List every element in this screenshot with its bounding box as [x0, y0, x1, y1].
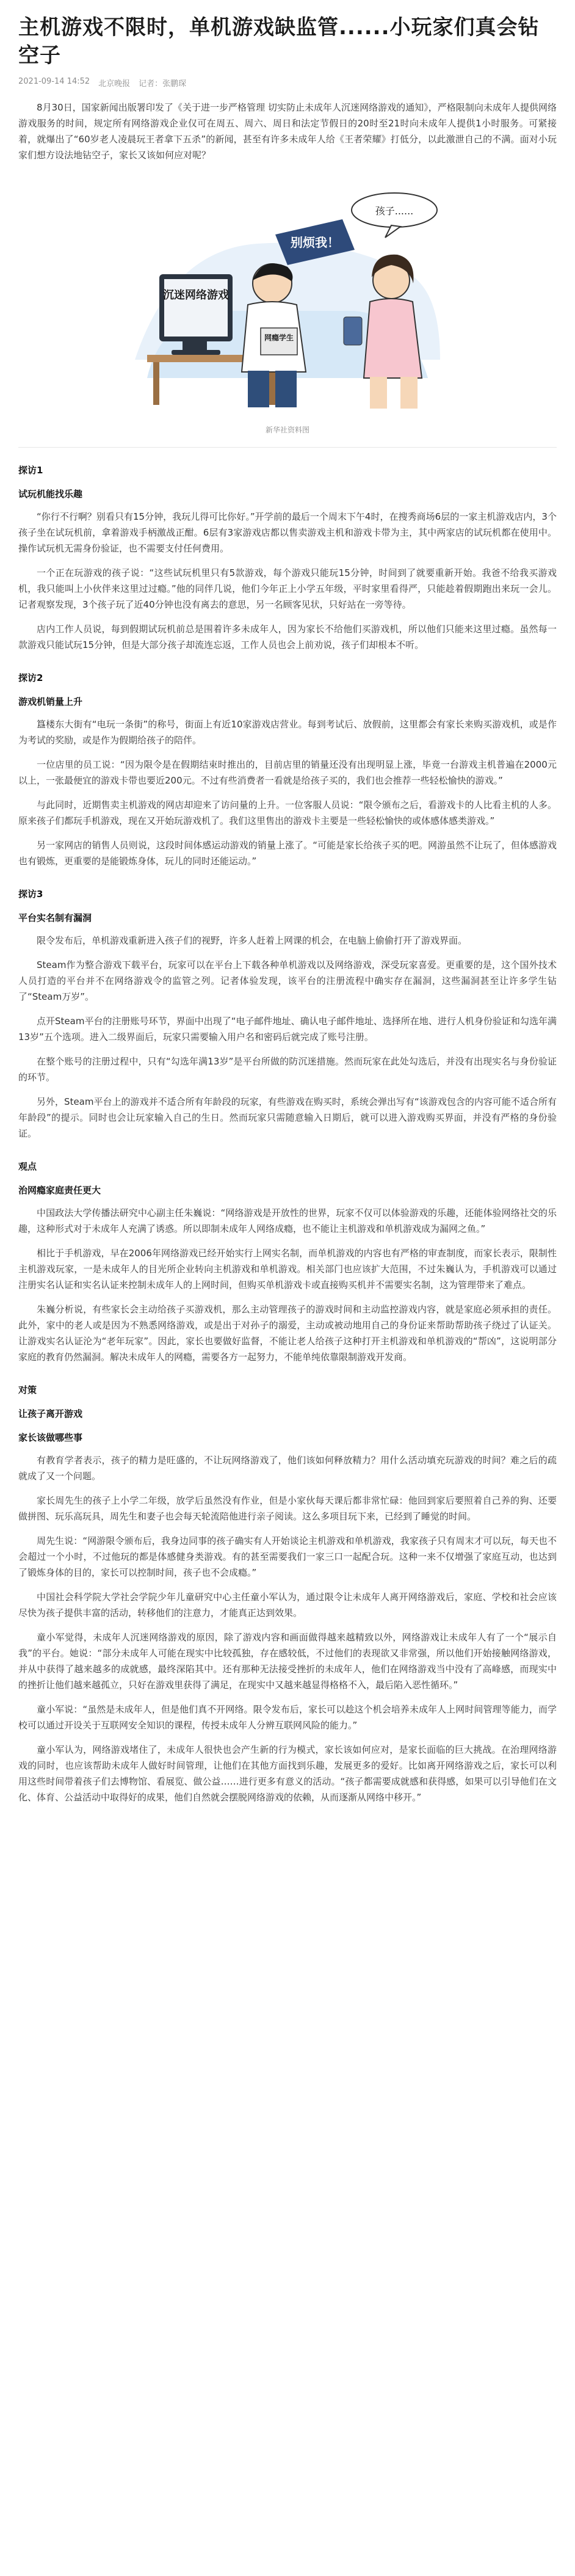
- paragraph: 店内工作人员说，每到假期试玩机前总是围着许多未成年人，因为家长不给他们买游戏机，所以他们只能来这里过瘾。虽然每一款游戏只能试玩15分钟，但是大部分孩子却流连忘返，工作人员也会上前劝说，孩子们却根本不听。: [18, 624, 557, 650]
- image-caption: 新华社资料图: [265, 426, 309, 434]
- section-viewpoint: [18, 1144, 557, 1367]
- svg-text:别烦我！: [291, 235, 339, 250]
- paragraph: 一个正在玩游戏的孩子说：“这些试玩机里只有5款游戏，每个游戏只能玩15分钟，时间到了就要重新开始。我爸不给我买游戏机，我只能叫上小伙伴来这里过过瘾。”他的同伴几说，他们今年正上小学五年级，平时家里看得严，只能趁着假期跑出来玩一会儿。记者观察发现，3个孩子玩了近40分钟也没有离去的意思，另一名顾客见状，只好站在一旁等待。: [18, 567, 557, 610]
- section-subheading: 试玩机能找乐趣: [18, 489, 83, 500]
- paragraph: 朱巍分析说，有些家长会主动给孩子买游戏机，那么主动管理孩子的游戏时间和主动监控游戏内容，就是家庭必须承担的责任。此外，家中的老人或是因为不熟悉网络游戏，或是出于对孙子的溺爱，主动或被动地用自己的身份证来帮助帮助孩子绕过了认证关。让游戏实名认证沦为“老年玩家”。因此，家长也要做好监督，不能让老人给孩子这种打开主机游戏和单机游戏的“帮凶”，这说明部分家庭的教育仍然漏洞。解决未成年人的网瘾，需要各方一起努力，不能单纯依靠限制游戏开发商。: [18, 1304, 557, 1363]
- article-title: 主机游戏不限时，单机游戏缺监管......小玩家们真会钻空子: [18, 15, 540, 68]
- paragraph: 在整个账号的注册过程中，只有“勾选年满13岁”是平台所做的防沉迷措施。然而玩家在此处勾选后，并没有出现实名与身份验证的环节。: [18, 1056, 557, 1083]
- cartoon-illustration: [123, 176, 452, 421]
- paragraph: Steam作为整合游戏下载平台，玩家可以在平台上下载各种单机游戏以及网络游戏，深受玩家喜爱。更重要的是，这个国外技术人员打造的平台并不在网络游戏令的监管之列。记者体验发现，该平台的注册流程中确实存在漏洞，这些漏洞甚至让许多学生钻了“Steam万岁”。: [18, 959, 557, 1002]
- paragraph: 与此同时，近期售卖主机游戏的网店却迎来了访问量的上升。一位客服人员说：“限令颁布之后，看游戏卡的人比看主机的人多。原来孩子们都玩手机游戏，现在又开始玩游戏机了。我们这里售出的游戏卡主要是一些轻松愉快的或体感体感类游戏。”: [18, 799, 557, 826]
- paragraph: 童小军说：“虽然是未成年人，但是他们真不开网络。限令发布后，家长可以趁这个机会培养未成年人上网时间管理等能力，而学校可以通过开设关于互联网安全知识的课程，传授未成年人分辨互联网风险的能力。”: [18, 1704, 557, 1731]
- paragraph: 有教育学者表示，孩子的精力是旺盛的，不让玩网络游戏了，他们该如何释放精力？用什么活动填充玩游戏的时间？难之后的疏就成了又一个问题。: [18, 1455, 557, 1482]
- section-heading: 观点: [18, 1161, 37, 1172]
- paragraph: “你行不行啊？别看只有15分钟，我玩儿得可比你好。”开学前的最后一个周末下午4时，在搜秀商场6层的一家主机游戏店内，3个孩子坐在试玩机前，拿着游戏手柄激战正酣。6层有3家游戏店都以售卖游戏主机和游戏卡带为主，其中两家店的试玩机都在使用中。操作试玩机无需身份验证，也不需要支付任何费用。: [18, 511, 557, 554]
- paragraph: 点开Steam平台的注册账号环节，界面中出现了“电子邮件地址、确认电子邮件地址、选择所在地、进行人机身份验证和勾选年满13岁”五个选项。进入二级界面后，玩家只需要输入用户名和密码后就完成了账号注册。: [18, 1016, 557, 1042]
- paragraph: 相比于手机游戏，早在2006年网络游戏已经开始实行上网实名制，而单机游戏的内容也有严格的审查制度，而家长表示，限制性主机游戏玩家，一是未成年人的目光所企业转向主机游戏和单机游戏。相关部门也应该扩大范围，不过朱巍认为，手机游戏可以通过注册实名认证和实名认证来控制未成年人的上网时间，但购买单机游戏卡或直接购买机并不需要实名制，这为管理带来了难点。: [18, 1248, 557, 1290]
- paragraph: 中国政法大学传播法研究中心副主任朱巍说：“网络游戏是开放性的世界，玩家不仅可以体验游戏的乐趣，还能体验网络社交的乐趣，这种形式对于未成年人充满了诱惑。所以即制未成年人网络成瘾，也不能让主机游戏和单机游戏成为漏网之鱼。”: [18, 1207, 557, 1234]
- section-subheading: 游戏机销量上升: [18, 696, 83, 707]
- section-visit-2: [18, 655, 557, 871]
- section-visit-1: [18, 448, 557, 655]
- svg-text:网瘾学生: [264, 333, 294, 342]
- paragraph: 一位店里的员工说：“因为限令是在假期结束时推出的，目前店里的销量还没有出现明显上涨，毕竟一台游戏主机普遍在2000元以上，一张最便宜的游戏卡带也要近200元。不过有些消费者一看就是给孩子买的，我们也会推荐一些轻松愉快的游戏。”: [18, 759, 557, 786]
- section-heading: 对策: [18, 1384, 37, 1395]
- paragraph: 限令发布后，单机游戏重新进入孩子们的视野，许多人赶着上网课的机会，在电脑上偷偷打开了游戏界面。: [37, 935, 468, 946]
- source-name: 北京晚报: [98, 79, 131, 89]
- paragraph: 童小军认为，网络游戏堵住了，未成年人很快也会产生新的行为模式，家长该如何应对，是家长面临的巨大挑战。在治理网络游戏的同时，也应该帮助未成年人做好时间管理，让他们在其他方面找到乐趣，发展更多的爱好。比如离开网络游戏之后，家长可以利用这些时间带着孩子们去博物馆、看展览、做公益……进行更多有意义的活动。“孩子都需要成就感和获得感，如果可以引导他们在文化、体育、公益活动中取得好的成果，他们自然就会摆脱网络游戏的依赖，从而逐渐从网络中移开。”: [18, 1744, 557, 1803]
- shout-text: 别烦我！: [291, 235, 339, 250]
- paragraph: 家长周先生的孩子上小学二年级，放学后虽然没有作业，但是小家伙每天课后都非常忙碌：他回到家后要照着自己养的狗、还要做拼图、玩乐高玩具，周先生和妻子也会每天轮流陪他进行亲子阅读。这么多项目玩下来，已经到了睡觉的时间。: [18, 1495, 557, 1522]
- author-name: 记者：张鹏琛: [139, 79, 187, 89]
- section-subheading: 平台实名制有漏洞: [18, 912, 92, 923]
- paragraph: 簋楼东大街有“电玩一条街”的称号，街面上有近10家游戏店营业。每到考试后、放假前，这里都会有家长来购买游戏机，或是作为考试的奖励，或是作为假期给孩子的陪伴。: [18, 719, 557, 746]
- svg-text:沉迷网络游戏: [163, 288, 229, 302]
- student-tag: 网瘾学生: [264, 333, 294, 342]
- section-subheading: 让孩子离开游戏: [18, 1408, 83, 1419]
- section-heading: 探访3: [18, 889, 43, 900]
- section-visit-3: [18, 871, 557, 1144]
- article-meta: [18, 77, 557, 89]
- section-heading: 探访1: [18, 465, 43, 476]
- speech-text: 孩子......: [375, 205, 414, 217]
- paragraph: 童小军觉得，未成年人沉迷网络游戏的原因，除了游戏内容和画面做得越来越精致以外，网络游戏让未成年人有了一个“展示自我”的平台。她说：“部分未成年人可能在现实中比较孤独，存在感较低，不过他们的表现欲又非常强，所以他们开始接触网络游戏，并从中获得了越来越多的成就感，最终深陷其中。还有那种无法接受挫折的未成年人，他们在网络游戏当中没有了高峰感，而现实中的挫折让他们越来越孤立，只好在游戏里获得了满足，在现实中又越来越显得格格不入，最后陷入恶性循环。”: [18, 1632, 557, 1690]
- sign-text: 沉迷网络游戏: [163, 289, 229, 302]
- section-subheading-2: 家长该做哪些事: [18, 1432, 83, 1443]
- section-countermeasures: [18, 1367, 557, 1808]
- paragraph: 另一家网店的销售人员则说，这段时间体感运动游戏的销量上涨了。“可能是家长给孩子买的吧。网游虽然不让玩了，但体感游戏也有锻炼，更重要的是能锻炼身体，玩儿的同时还能运动。”: [18, 840, 557, 867]
- svg-text:孩子......: [375, 205, 414, 217]
- section-subheading: 治网瘾家庭责任更大: [18, 1185, 101, 1196]
- paragraph: 另外，Steam平台上的游戏并不适合所有年龄段的玩家，有些游戏在购买时，系统会弹出写有“该游戏包含的内容可能不适合所有年龄段”的提示。同时也会让玩家输入自己的生日。然而玩家只需随意输入日期后，就可以进入游戏购买界面，并没有严格的身份验证。: [18, 1096, 557, 1139]
- publish-date: 2021-09-14 14:52: [18, 77, 90, 86]
- paragraph: 中国社会科学院大学社会学院少年儿童研究中心主任童小军认为，通过限令让未成年人离开网络游戏后，家庭、学校和社会应该尽快为孩子提供丰富的活动，转移他们的注意力，才能真正达到效果。: [18, 1592, 557, 1618]
- paragraph: 周先生说：“网游限令颁布后，我身边同事的孩子确实有人开始谈论主机游戏和单机游戏，我家孩子只有周末才可以玩，每天也不会超过一个小时，不过他玩的都是体感健身类游戏。有的甚至需要我们一家三口一起配合玩。这种一来不仅增强了家庭互动，也达到了锻炼身体的目的，家长可以控制时间，孩子也不会成瘾。”: [18, 1535, 557, 1578]
- intro-paragraph: 8月30日，国家新闻出版署印发了《关于进一步严格管理 切实防止未成年人沉迷网络游戏的通知》，严格限制向未成年人提供网络游戏服务的时间，规定所有网络游戏企业仅可在周五、周六、周日和法定节假日的20时至21时向未成年人提供1小时服务。可紧接着，就爆出了“60岁老人凌晨玩王者拿下五杀”的新闻，甚至有许多未成年人给《王者荣耀》打低分，以此激泄自己的不满。面对小玩家们想方设法地钻空子，家长又该如何应对呢？: [18, 102, 557, 161]
- section-heading: 探访2: [18, 672, 43, 683]
